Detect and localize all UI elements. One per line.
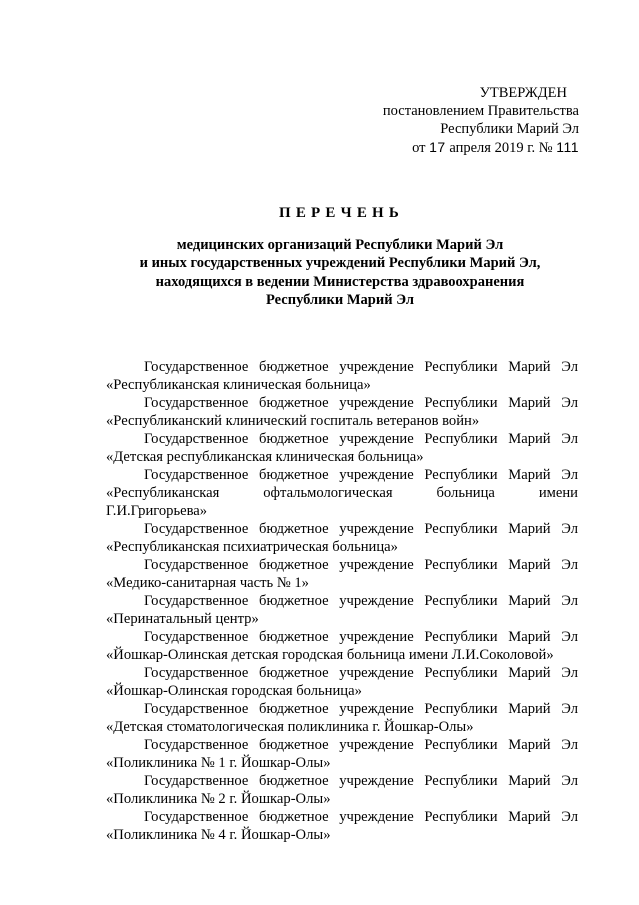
list-item xyxy=(106,700,578,736)
entry-name: «Республиканская офтальмологическая больница имени xyxy=(106,485,578,501)
list-item xyxy=(106,466,578,520)
approval-date xyxy=(383,138,579,157)
entry-name: «Детская стоматологическая поликлиника г. Йошкар-Олы» xyxy=(106,719,474,735)
list-item xyxy=(106,664,578,700)
approval-stamp xyxy=(383,84,579,157)
entry-name: «Йошкар-Олинская детская городская больница имени Л.И.Соколовой» xyxy=(106,647,554,663)
list-item xyxy=(106,520,578,556)
list-item xyxy=(106,592,578,628)
entry-prefix: Государственное бюджетное учреждение Республики Марий Эл xyxy=(144,521,578,537)
list-item xyxy=(106,556,578,592)
entry-prefix: Государственное бюджетное учреждение Республики Марий Эл xyxy=(144,431,578,447)
entry-prefix: Государственное бюджетное учреждение Республики Марий Эл xyxy=(144,773,578,789)
approval-heading: УТВЕРЖДЕН xyxy=(479,85,567,101)
subtitle-line: Республики Марий Эл xyxy=(266,292,414,309)
entry-prefix: Государственное бюджетное учреждение Республики Марий Эл xyxy=(144,737,578,753)
entry-name: «Перинатальный центр» xyxy=(106,611,259,627)
approval-date-prefix: от xyxy=(412,140,426,156)
approval-number: 111 xyxy=(556,139,579,155)
list-item xyxy=(106,394,578,430)
approval-line-republic: Республики Марий Эл xyxy=(440,121,579,137)
entry-name: «Поликлиника № 1 г. Йошкар-Олы» xyxy=(106,755,331,771)
approval-date-rest: апреля 2019 г. № xyxy=(449,140,553,156)
entry-prefix: Государственное бюджетное учреждение Республики Марий Эл xyxy=(144,665,578,681)
entry-name: «Поликлиника № 4 г. Йошкар-Олы» xyxy=(106,827,331,843)
approval-line-resolution: постановлением Правительства xyxy=(382,103,579,119)
entry-name: «Поликлиника № 2 г. Йошкар-Олы» xyxy=(106,791,331,807)
organization-list xyxy=(106,358,578,844)
entry-name: «Детская республиканская клиническая больница» xyxy=(106,449,424,465)
entry-name-continuation: Г.И.Григорьева» xyxy=(106,503,208,519)
list-item xyxy=(106,772,578,808)
subtitle-line: медицинских организаций Республики Марий Эл xyxy=(176,237,504,253)
entry-prefix: Государственное бюджетное учреждение Республики Марий Эл xyxy=(144,359,578,375)
entry-name: «Республиканская клиническая больница» xyxy=(106,377,371,393)
entry-prefix: Государственное бюджетное учреждение Республики Марий Эл xyxy=(144,395,578,411)
list-item xyxy=(106,628,578,664)
list-item xyxy=(106,736,578,772)
entry-prefix: Государственное бюджетное учреждение Республики Марий Эл xyxy=(144,629,578,645)
entry-name: «Республиканская психиатрическая больница» xyxy=(106,539,398,555)
entry-name: «Медико-санитарная часть № 1» xyxy=(106,575,309,591)
entry-prefix: Государственное бюджетное учреждение Республики Марий Эл xyxy=(144,467,578,483)
subtitle-line: и иных государственных учреждений Республики Марий Эл, xyxy=(139,255,541,272)
entry-prefix: Государственное бюджетное учреждение Республики Марий Эл xyxy=(144,593,578,609)
list-item xyxy=(106,358,578,394)
entry-prefix: Государственное бюджетное учреждение Республики Марий Эл xyxy=(144,809,578,825)
entry-name: «Республиканский клинический госпиталь ветеранов войн» xyxy=(106,413,480,429)
list-item xyxy=(106,430,578,466)
entry-prefix: Государственное бюджетное учреждение Республики Марий Эл xyxy=(144,557,578,573)
entry-name: «Йошкар-Олинская городская больница» xyxy=(106,683,362,699)
document-subtitle xyxy=(100,236,580,310)
document-title: ПЕРЕЧЕНЬ xyxy=(278,205,405,221)
subtitle-line: находящихся в ведении Министерства здравоохранения xyxy=(155,273,525,290)
entry-prefix: Государственное бюджетное учреждение Республики Марий Эл xyxy=(144,701,578,717)
list-item xyxy=(106,808,578,844)
approval-date-day: 17 xyxy=(429,139,446,155)
